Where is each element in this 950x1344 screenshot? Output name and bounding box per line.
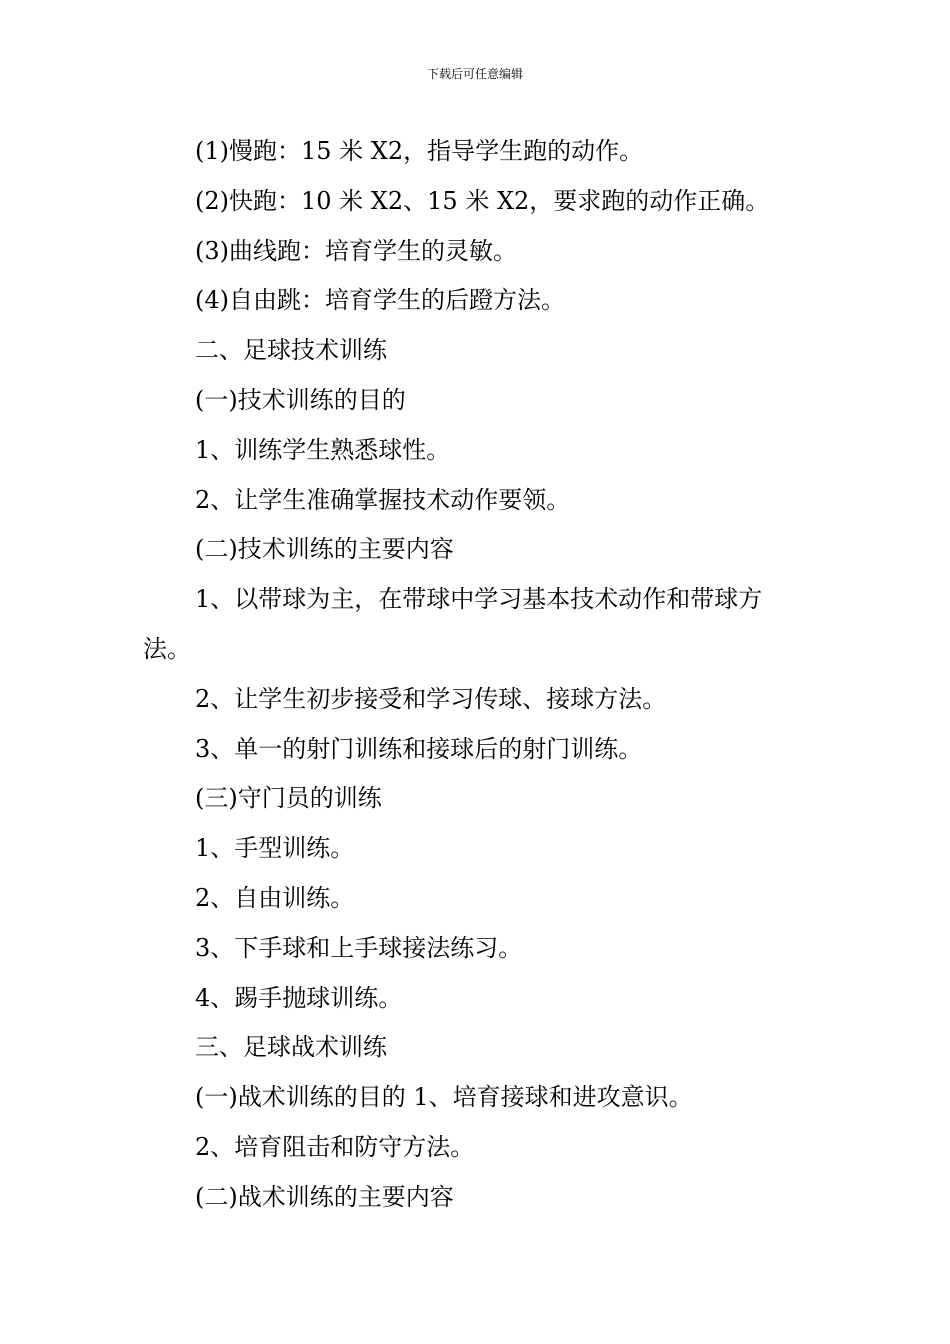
subsection-heading: (二)战术训练的主要内容 (195, 1182, 454, 1211)
paragraph: 2、自由训练。 (195, 883, 355, 912)
paragraph: 3、单一的射门训练和接球后的射门训练。 (195, 734, 643, 763)
paragraph: 3、下手球和上手球接法练习。 (195, 933, 523, 962)
section-heading: 三、足球战术训练 (195, 1033, 387, 1062)
paragraph: (4)自由跳：培育学生的后蹬方法。 (195, 286, 565, 315)
document-body (143, 127, 808, 1223)
paragraph: (2)快跑：10 米 X2、15 米 X2，要求跑的动作正确。 (195, 186, 770, 215)
paragraph: 4、踢手抛球训练。 (195, 983, 403, 1012)
subsection-heading: (二)技术训练的主要内容 (195, 535, 454, 564)
paragraph: 2、让学生准确掌握技术动作要领。 (195, 485, 571, 514)
subsection-heading: (一)技术训练的目的 (195, 385, 406, 414)
section-heading: 二、足球技术训练 (195, 336, 387, 365)
paragraph: 2、培育阻击和防守方法。 (195, 1132, 475, 1161)
paragraph: (3)曲线跑：培育学生的灵敏。 (195, 236, 517, 265)
subsection-heading: (一)战术训练的目的 1、培育接球和进攻意识。 (195, 1083, 693, 1112)
paragraph: 1、训练学生熟悉球性。 (195, 435, 451, 464)
paragraph: (1)慢跑：15 米 X2，指导学生跑的动作。 (195, 137, 644, 165)
subsection-heading: (三)守门员的训练 (195, 784, 382, 813)
paragraph: 1、以带球为主，在带球中学习基本技术动作和带球方法。 (143, 585, 763, 663)
page-header: 下载后可任意编辑 (426, 67, 523, 81)
paragraph: 1、手型训练。 (195, 834, 355, 863)
paragraph: 2、让学生初步接受和学习传球、接球方法。 (195, 684, 667, 713)
